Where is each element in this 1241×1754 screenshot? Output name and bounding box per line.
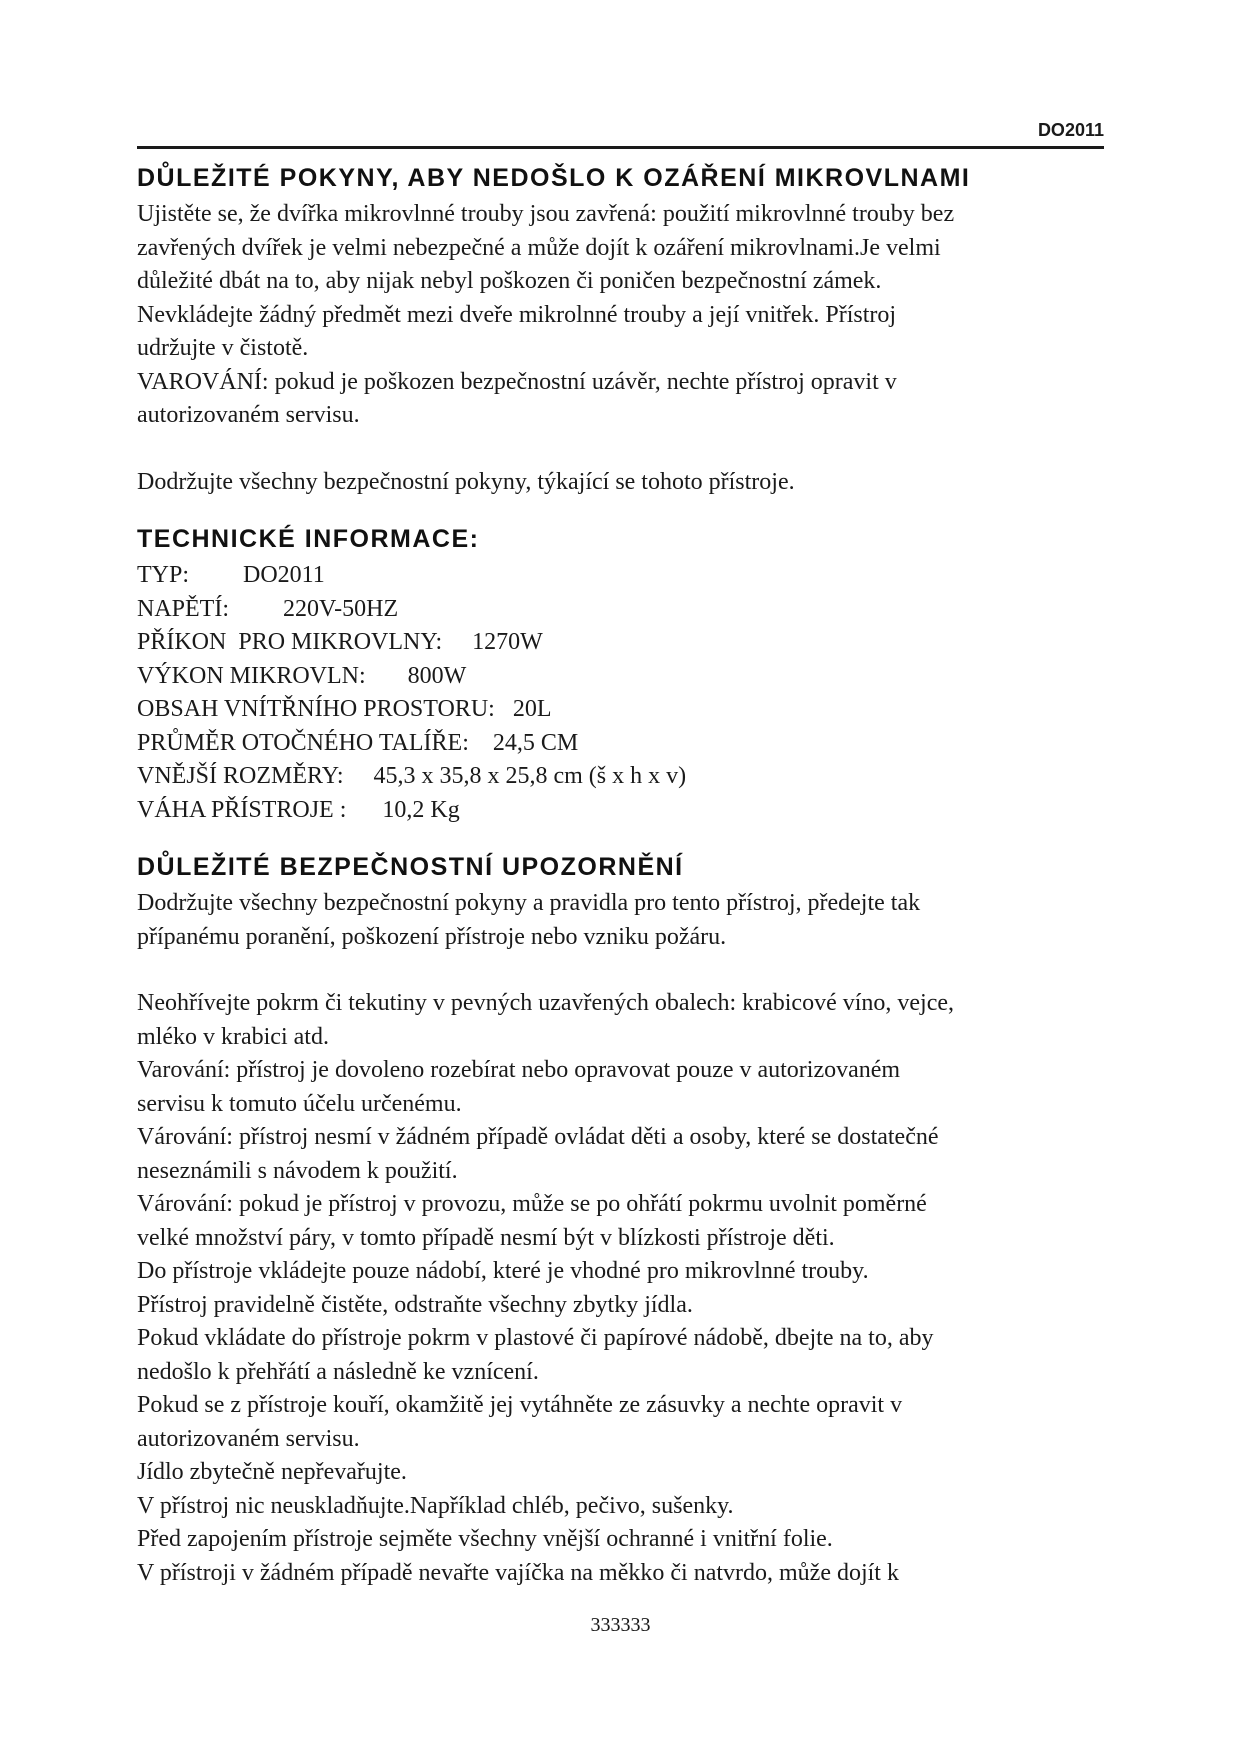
spec-row: VÁHA PŘÍSTROJE : 10,2 Kg bbox=[137, 796, 460, 823]
section-title-radiation: DŮLEŽITÉ POKYNY, ABY NEDOŠLO K OZÁŘENÍ MIKROVLNAMI bbox=[137, 164, 971, 192]
text-line: Přístroj pravidelně čistěte, odstraňte všechny zbytky jídla. bbox=[137, 1291, 693, 1318]
safety-intro bbox=[137, 887, 1104, 954]
text-line: nedošlo k přehřátí a následně ke vznícení. bbox=[137, 1358, 539, 1385]
model-code: DO2011 bbox=[1037, 120, 1104, 140]
text-line: Do přístroje vkládejte pouze nádobí, které je vhodné pro mikrovlnné trouby. bbox=[137, 1258, 869, 1284]
text-line: Pokud vkládate do přístroje pokrm v plastové či papírové nádobě, dbejte na to, aby bbox=[137, 1325, 934, 1351]
text-line: velké množství páry, v tomto případě nesmí být v blízkosti přístroje děti. bbox=[137, 1224, 835, 1251]
text-line: přípanému poranění, poškození přístroje nebo vzniku požáru. bbox=[137, 923, 727, 950]
text-line: V přístroji v žádném případě nevařte vajíčka na měkko či natvrdo, může dojít k bbox=[137, 1559, 899, 1586]
text-line: Varování: přístroj je dovoleno rozebírat nebo opravovat pouze v autorizovaném bbox=[137, 1057, 901, 1083]
text-line: mléko v krabici atd. bbox=[137, 1023, 329, 1050]
safety-body bbox=[137, 987, 1104, 1590]
spec-row: NAPĚTÍ: 220V-50HZ bbox=[137, 595, 399, 622]
text-line: Pokud se z přístroje kouří, okamžitě jej vytáhněte ze zásuvky a nechte opravit v bbox=[137, 1392, 903, 1418]
text-line: Jídlo zbytečně nepřevařujte. bbox=[137, 1459, 407, 1485]
spec-table bbox=[137, 559, 1104, 827]
text-line: Dodržujte všechny bezpečnostní pokyny a pravidla pro tento přístroj, předejte tak bbox=[137, 890, 921, 916]
text-line: Neohřívejte pokrm či tekutiny v pevných uzavřených obalech: krabicové víno, vejce, bbox=[137, 990, 955, 1016]
text-line: V přístroj nic neuskladňujte.Například chléb, pečivo, sušenky. bbox=[137, 1492, 734, 1519]
text-line: Várování: pokud je přístroj v provozu, může se po ohřátí pokrmu uvolnit poměrné bbox=[137, 1191, 927, 1217]
text-line: Ujistěte se, že dvířka mikrovlnné trouby jsou zavřená: použití mikrovlnné trouby bez bbox=[137, 201, 955, 227]
warning-line: VAROVÁNÍ: pokud je poškozen bezpečnostní uzávěr, nechte přístroj opravit v bbox=[137, 368, 897, 395]
text-line: Várování: přístroj nesmí v žádném případě ovládat děti a osoby, které se dostatečné bbox=[137, 1124, 939, 1150]
text-line: autorizovaném servisu. bbox=[137, 1425, 360, 1452]
radiation-body bbox=[137, 198, 1104, 433]
spec-row: OBSAH VNÍTŘNÍHO PROSTORU: 20L bbox=[137, 696, 552, 722]
spec-row: PRŮMĚR OTOČNÉHO TALÍŘE: 24,5 CM bbox=[137, 729, 579, 756]
page-content bbox=[137, 158, 1104, 1590]
spec-row: VNĚJŠÍ ROZMĚRY: 45,3 x 35,8 x 25,8 cm (š x h x v) bbox=[137, 763, 687, 789]
section-title-technical: TECHNICKÉ INFORMACE: bbox=[137, 525, 480, 553]
page-number: 333333 bbox=[590, 1614, 651, 1636]
spec-row: TYP: DO2011 bbox=[137, 562, 325, 588]
warning-line: autorizovaném servisu. bbox=[137, 402, 360, 428]
text-line: Nevkládejte žádný předmět mezi dveře mikrolnné trouby a její vnitřek. Přístroj bbox=[137, 301, 897, 328]
closing-line: Dodržujte všechny bezpečnostní pokyny, týkající se tohoto přístroje. bbox=[137, 468, 795, 495]
spec-row: PŘÍKON PRO MIKROVLNY: 1270W bbox=[137, 629, 543, 655]
section-title-safety: DŮLEŽITÉ BEZPEČNOSTNÍ UPOZORNĚNÍ bbox=[137, 853, 684, 881]
text-line: důležité dbát na to, aby nijak nebyl poškozen či poničen bezpečnostní zámek. bbox=[137, 268, 882, 294]
text-line: zavřených dvířek je velmi nebezpečné a může dojít k ozáření mikrovlnami.Je velmi bbox=[137, 234, 941, 261]
text-line: udržujte v čistotě. bbox=[137, 335, 309, 361]
header-rule bbox=[137, 146, 1104, 149]
text-line: servisu k tomuto účelu určenému. bbox=[137, 1090, 462, 1117]
text-line: Před zapojením přístroje sejměte všechny vnější ochranné i vnitřní folie. bbox=[137, 1526, 833, 1552]
spec-row: VÝKON MIKROVLN: 800W bbox=[137, 662, 467, 689]
text-line: neseznámili s návodem k použití. bbox=[137, 1157, 458, 1184]
